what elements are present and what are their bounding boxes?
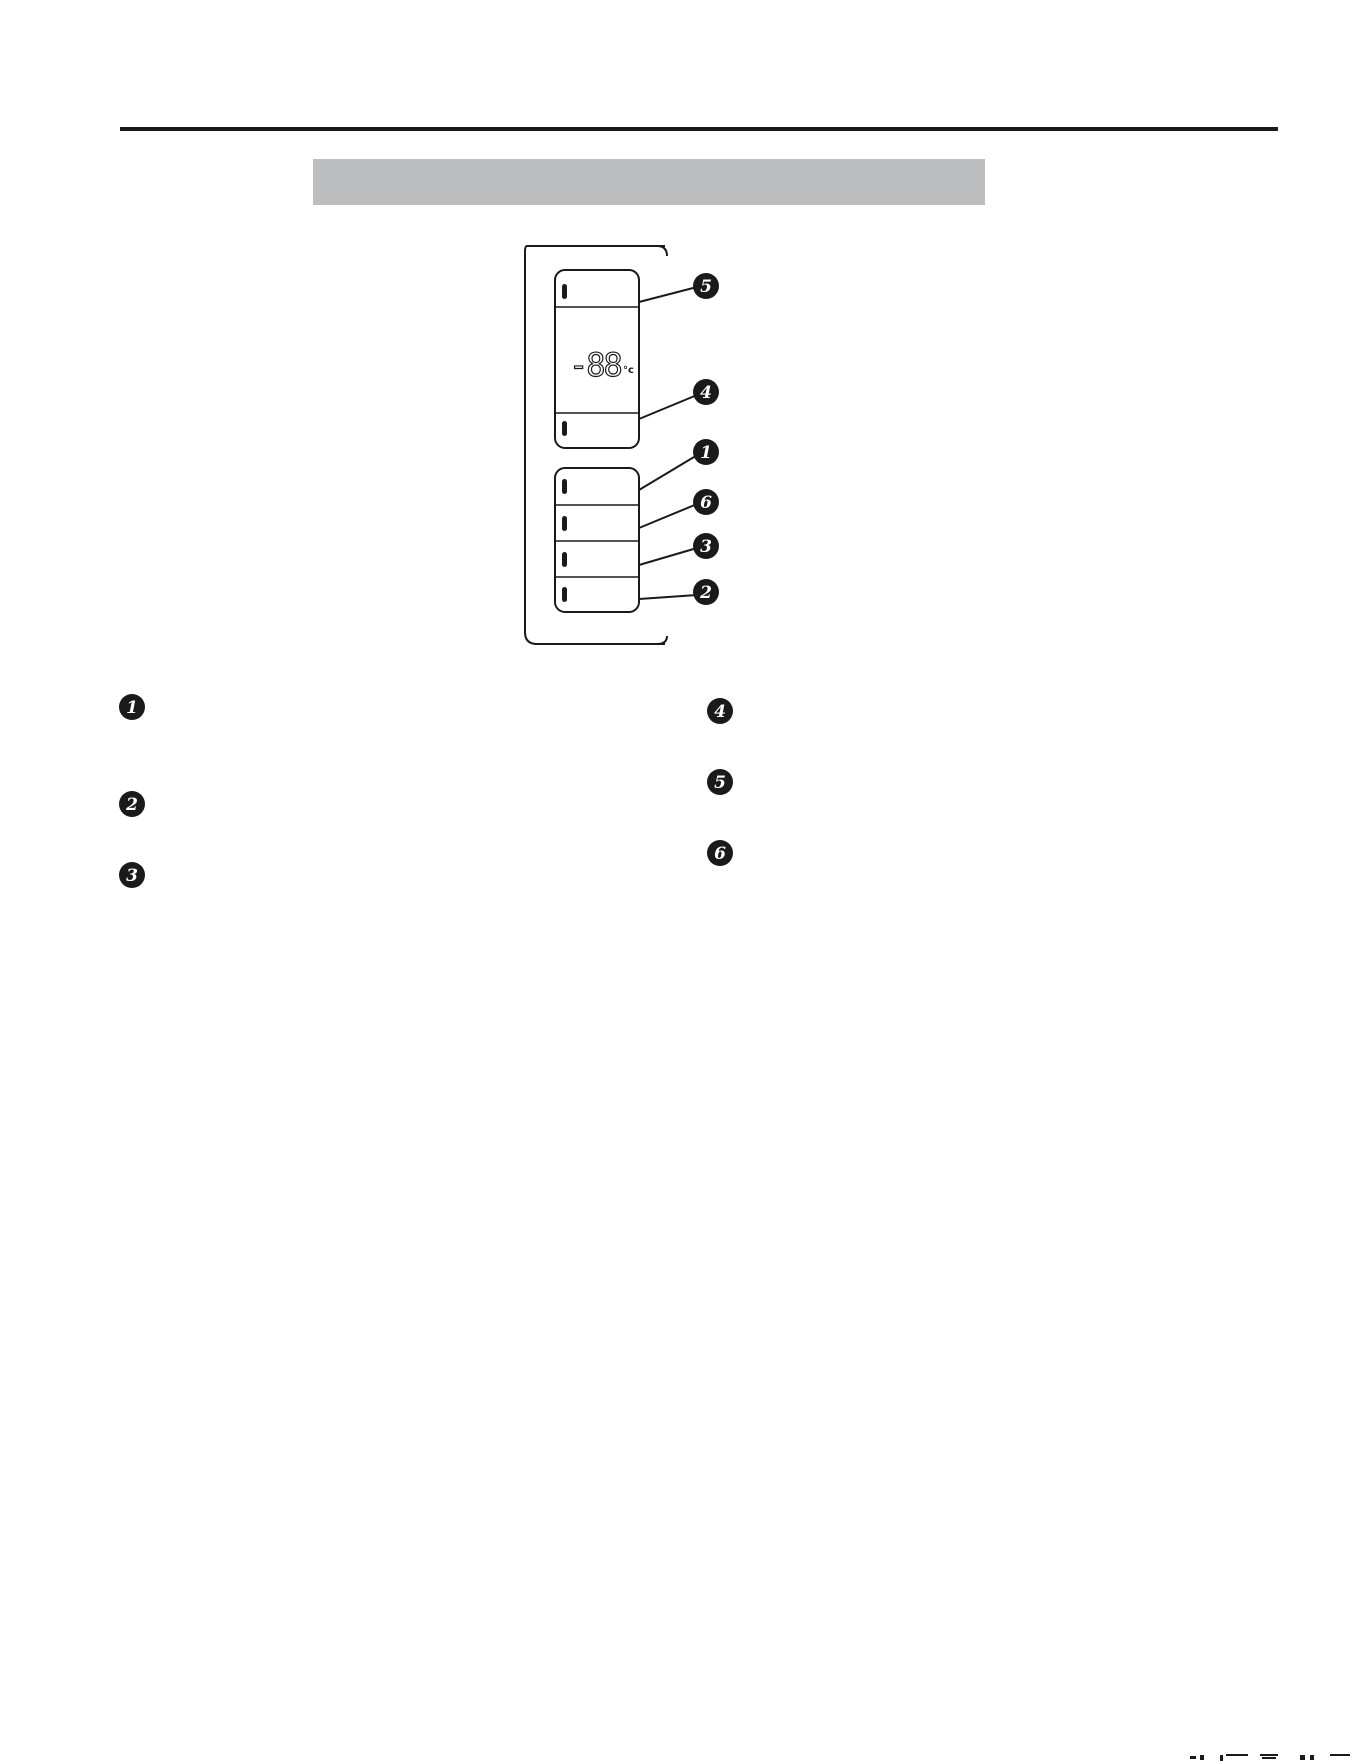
indicator-led-top — [562, 284, 567, 299]
legend-marker-2 — [117, 789, 147, 819]
callout-4 — [693, 379, 719, 405]
legend-marker-3 — [117, 860, 147, 890]
svg-text:6: 6 — [714, 844, 726, 864]
callout-1 — [693, 439, 719, 465]
leader-lines — [639, 287, 699, 599]
svg-text:3: 3 — [126, 866, 138, 886]
svg-text:1: 1 — [700, 443, 712, 463]
callout-3 — [693, 533, 719, 559]
button-group — [555, 468, 639, 612]
callout-5 — [693, 273, 719, 299]
svg-text:1: 1 — [126, 698, 138, 718]
button-led-3 — [562, 552, 567, 567]
header-rule — [120, 127, 1278, 131]
svg-text:3: 3 — [700, 537, 712, 557]
temperature-readout: -88 — [569, 346, 621, 384]
svg-text:6: 6 — [700, 493, 712, 513]
callout-2 — [693, 579, 719, 605]
print-registration-marks — [1190, 1753, 1361, 1761]
legend-marker-4 — [705, 696, 735, 726]
legend-marker-5 — [705, 767, 735, 797]
svg-text:5: 5 — [700, 277, 712, 297]
indicator-led-bottom — [562, 421, 567, 436]
legend-marker-6 — [705, 838, 735, 868]
callout-6 — [693, 489, 719, 515]
svg-text:4: 4 — [700, 383, 712, 403]
button-led-4 — [562, 587, 567, 602]
svg-text:2: 2 — [700, 583, 712, 603]
temperature-unit: °c — [623, 365, 634, 376]
panel-housing — [525, 246, 665, 644]
control-panel-diagram — [505, 240, 745, 650]
button-led-2 — [562, 516, 567, 531]
svg-text:4: 4 — [714, 702, 726, 722]
svg-text:5: 5 — [714, 773, 726, 793]
section-title-bar — [313, 159, 985, 205]
legend-marker-1 — [117, 692, 147, 722]
svg-text:2: 2 — [126, 795, 138, 815]
button-led-1 — [562, 479, 567, 494]
